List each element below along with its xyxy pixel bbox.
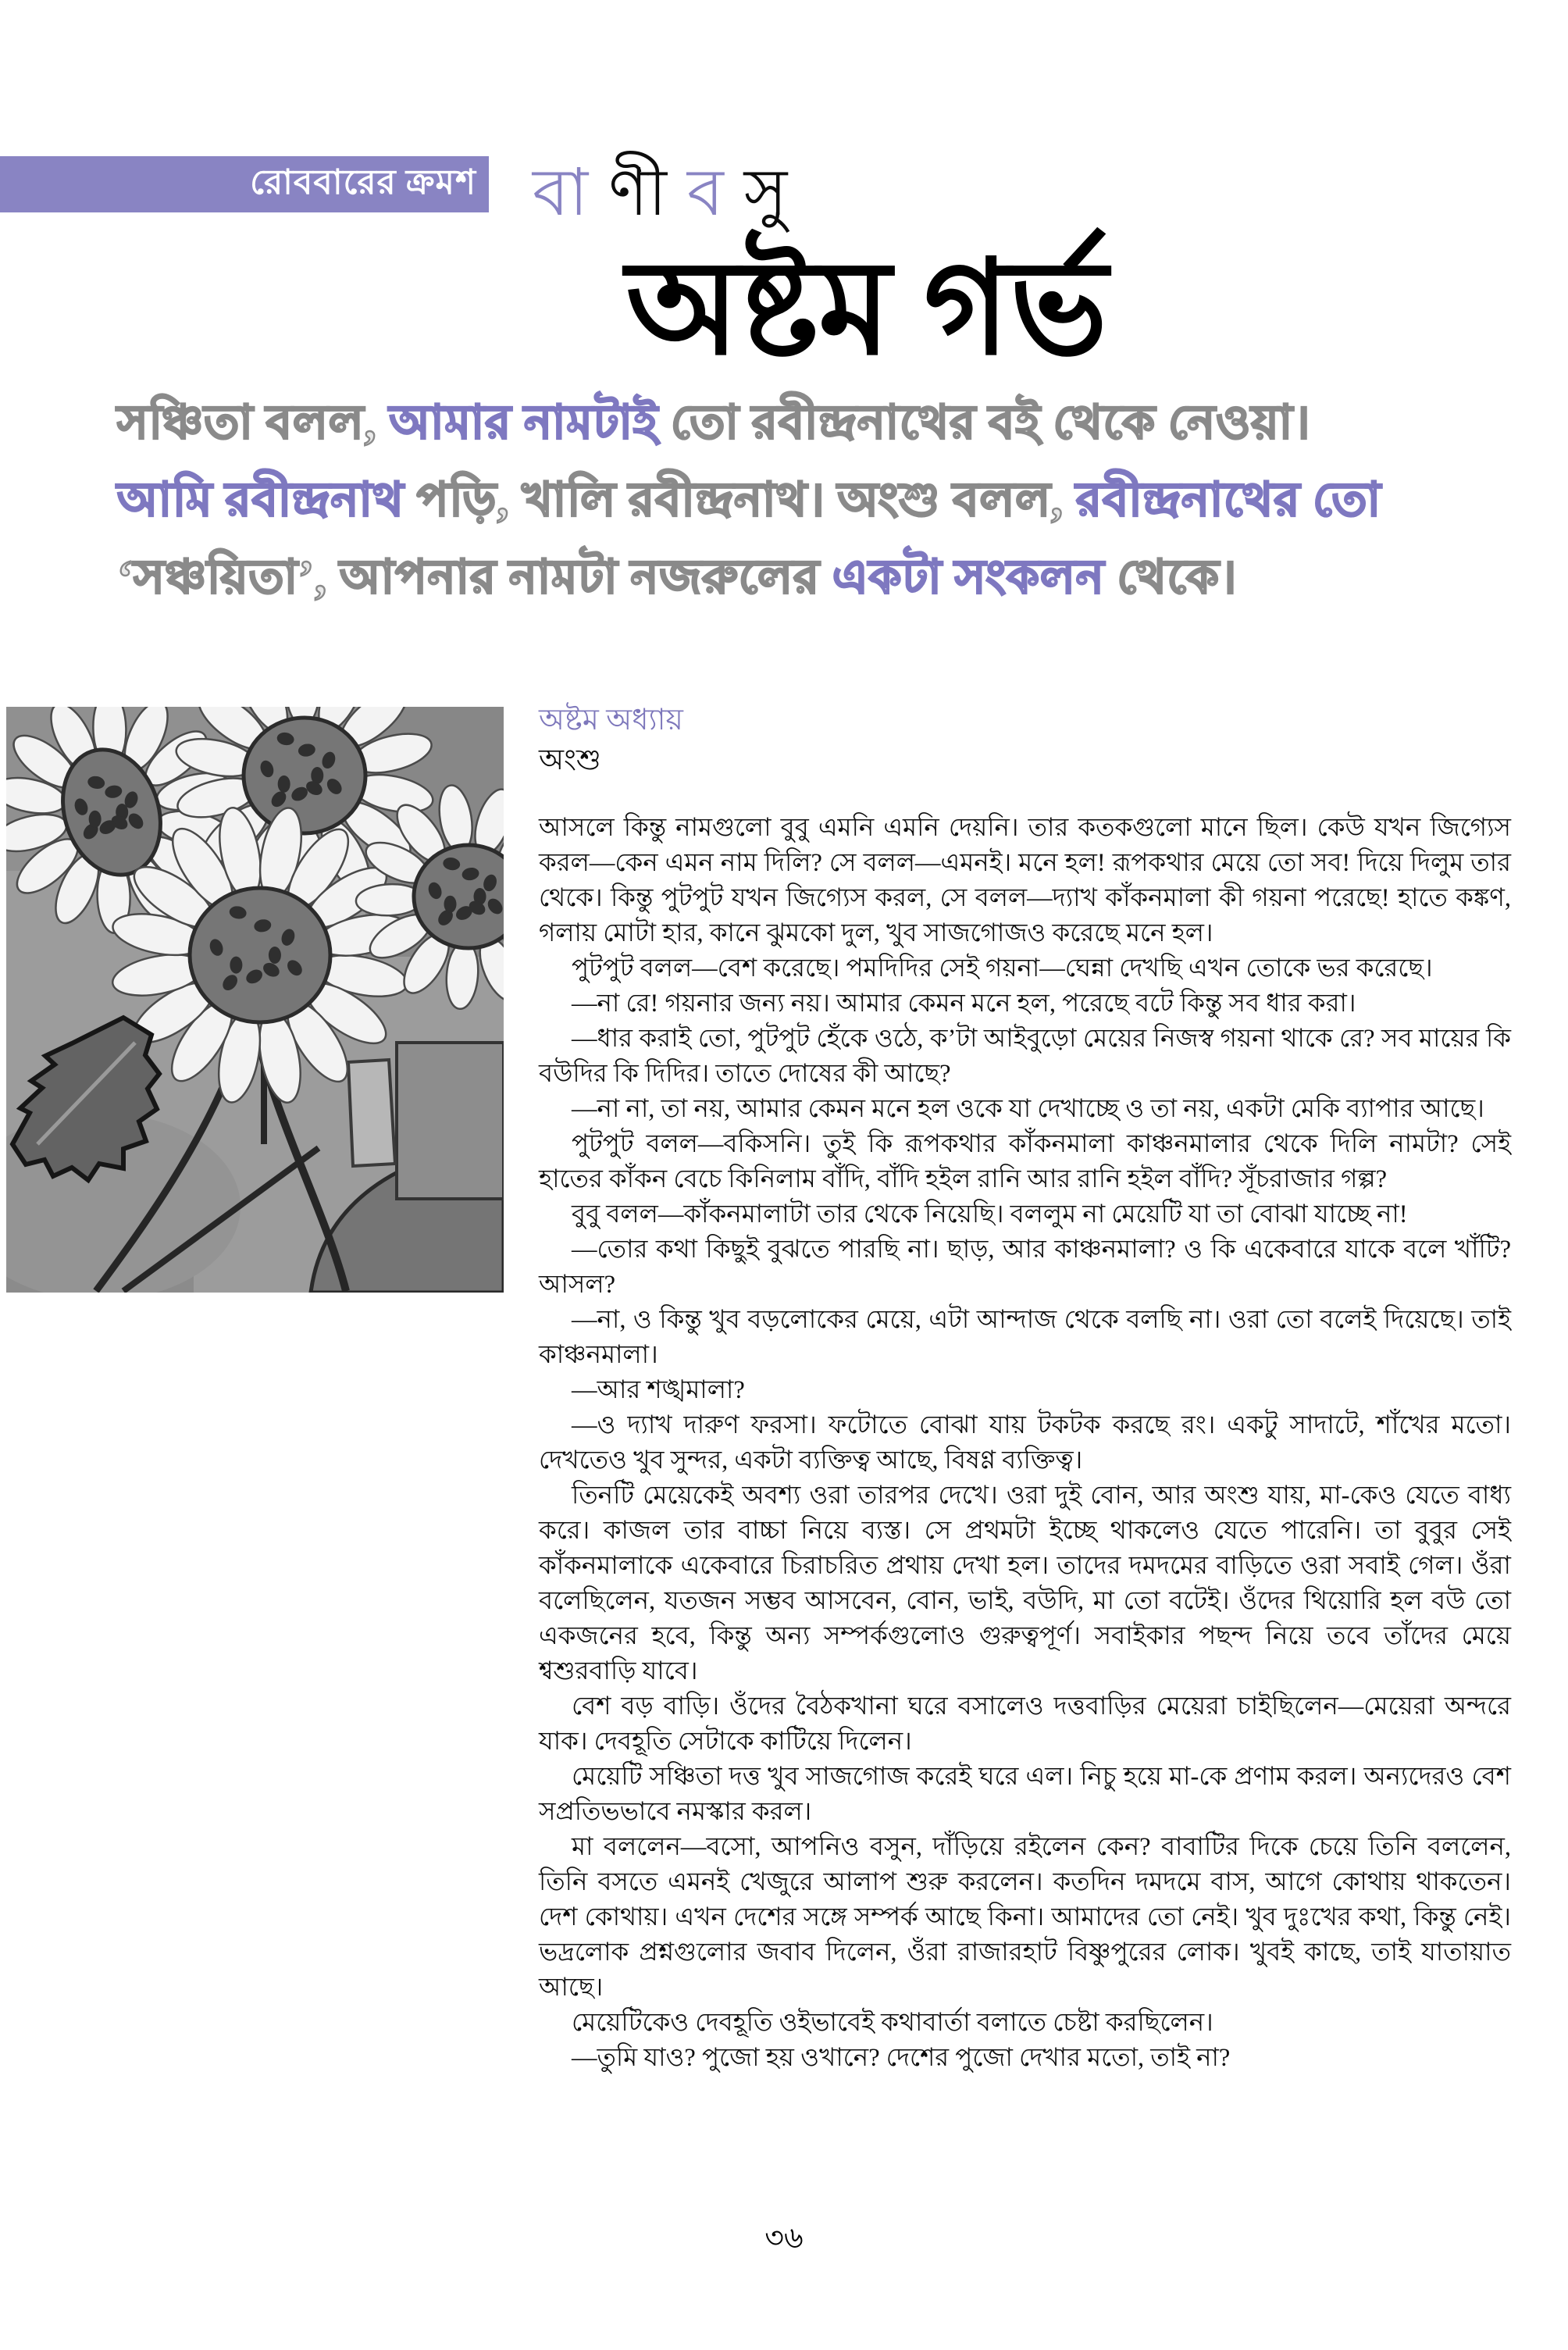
page-number: ৩৬ — [764, 2222, 804, 2255]
sunflower-illustration — [6, 707, 504, 1293]
body-paragraph: —ও দ্যাখ দারুণ ফরসা। ফটোতে বোঝা যায় টকটক করছে রং। একটু সাদাটে, শাঁখের মতো। দেখতেও খুব সুন্দর, একটা ব্যক্তিত্ব আছে, বিষণ্ণ ব্যক্তিত্ব। — [539, 1411, 1511, 1475]
lead-segment: রবীন্দ্রনাথের তো — [1075, 474, 1381, 526]
body-paragraph: —না, ও কিন্তু খুব বড়লোকের মেয়ে, এটা আন্দাজ থেকে বলছি না। ওরা তো বলেই দিয়েছে। তাই কাঞ্চনমালা। — [539, 1306, 1511, 1369]
body-paragraph: তিনটি মেয়েকেই অবশ্য ওরা তারপর দেখে। ওরা দুই বোন, আর অংশু যায়, মা-কেও যেতে বাধ্য করে। কাজল তার বাচ্চা নিয়ে ব্যস্ত। সে প্রথমটা ইচ্ছে থাকলেও যেতে পারেনি। তা বুবুর সেই কাঁকনমালাকে একেবারে চিরাচরিত প্রথায় দেখা হল। তাদের দমদমের বাড়িতে ওরা সবাই গেল। ওঁরা বলেছিলেন, যতজন সম্ভব আসবেন, বোন, ভাই, বউদি, মা তো বটেই। ওঁদের থিয়োরি হল বউ তো একজনের হবে, কিন্তু অন্য সম্পর্কগুলোও গুরুত্বপূর্ণ। সবাইকার পছন্দ নিয়ে তবে তাঁদের মেয়ে শ্বশুরবাড়ি যাবে। — [539, 1482, 1511, 1685]
body-paragraph: বুবু বলল—কাঁকনমালাটা তার থেকে নিয়েছি। বললুম না মেয়েটি যা তা বোঝা যাচ্ছে না! — [572, 1200, 1408, 1228]
body-paragraph: —তোর কথা কিছুই বুঝতে পারছি না। ছাড়, আর কাঞ্চনমালা? ও কি একেবারে যাকে বলে খাঁটি? আসল? — [539, 1236, 1511, 1299]
body-paragraph: —না না, তা নয়, আমার কেমন মনে হল ওকে যা দেখাচ্ছে ও তা নয়, একটা মেকি ব্যাপার আছে। — [572, 1095, 1484, 1123]
body-paragraph: মেয়েটি সঞ্চিতা দত্ত খুব সাজগোজ করেই ঘরে এল। নিচু হয়ে মা-কে প্রণাম করল। অন্যদেরও বেশ সপ্রতিভভাবে নমস্কার করল। — [539, 1763, 1511, 1826]
lead-segment: আমি রবীন্দ্রনাথ — [117, 474, 404, 526]
lead-line — [117, 462, 1480, 539]
body-text — [539, 811, 1511, 2076]
body-paragraph: পুটপুট বলল—বেশ করেছে। পমদিদির সেই গয়না—ঘেন্না দেখছি এখন তোকে ভর করেছে। — [572, 954, 1433, 982]
lead-segment: তো রবীন্দ্রনাথের বই থেকে নেওয়া। — [658, 397, 1311, 448]
body-paragraph: আসলে কিন্তু নামগুলো বুবু এমনি এমনি দেয়নি। তার কতকগুলো মানে ছিল। কেউ যখন জিগ্যেস করল—কেন এমন নাম দিলি? সে বলল—এমনই। মনে হল! রূপকথার মেয়ে তো সব! দিয়ে দিলুম তার থেকে। কিন্তু পুটপুট যখন জিগ্যেস করল, সে বলল—দ্যাখ কাঁকনমালা কী গয়না পরেছে! হাতে কঙ্কণ, গলায় মোটা হার, কানে ঝুমকো দুল, খুব সাজগোজও করেছে মনে হল। — [539, 814, 1511, 947]
lead-segment: সঞ্চিতা বলল, — [117, 397, 390, 448]
body-paragraph: বেশ বড় বাড়ি। ওঁদের বৈঠকখানা ঘরে বসালেও দত্তবাড়ির মেয়েরা চাইছিলেন—মেয়েরা অন্দরে যাক। দেবহূতি সেটাকে কাটিয়ে দিলেন। — [539, 1692, 1511, 1756]
author-letter: ণী — [608, 157, 667, 230]
page-title: অষ্টম গর্ভ — [625, 237, 1108, 382]
character-name: অংশু — [539, 744, 601, 776]
chapter-heading: অষ্টম অধ্যায় — [539, 704, 683, 736]
series-banner-label: রোববারের ক্রমশ — [250, 162, 476, 201]
body-paragraph: পুটপুট বলল—বকিসনি। তুই কি রূপকথার কাঁকনমালা কাঞ্চনমালার থেকে দিলি নামটা? সেই হাতের কাঁকন বেচে কিনিলাম বাঁদি, বাঁদি হইল রানি আর রানি হইল বাঁদি? সূঁচরাজার গল্প? — [539, 1130, 1511, 1193]
lead-segment: একটা সংকলন — [832, 551, 1105, 603]
series-banner — [0, 156, 489, 212]
lead-segment: থেকে। — [1104, 551, 1238, 603]
author-letter: সু — [743, 157, 788, 230]
author-letter: বা — [533, 157, 589, 230]
lead-line — [117, 539, 1480, 616]
body-paragraph: মা বললেন—বসো, আপনিও বসুন, দাঁড়িয়ে রইলেন কেন? বাবাটির দিকে চেয়ে তিনি বললেন, তিনি বসতে এমনই খেজুরে আলাপ শুরু করলেন। কতদিন দমদমে বাস, আগে কোথায় থাকতেন। দেশ কোথায়। এখন দেশের সঙ্গে সম্পর্ক আছে কিনা। আমাদের তো নেই। খুব দুঃখের কথা, কিন্তু নেই। ভদ্রলোক প্রশ্নগুলোর জবাব দিলেন, ওঁরা রাজারহাট বিষ্ণুপুরের লোক। খুবই কাছে, তাই যাতায়াত আছে। — [539, 1833, 1511, 2002]
lead-segment: আমার নামটাই — [389, 397, 659, 448]
lead-segment: পড়ি, খালি রবীন্দ্রনাথ। অংশু বলল, — [404, 474, 1076, 526]
body-paragraph: মেয়েটিকেও দেবহূতি ওইভাবেই কথাবার্তা বলাতে চেষ্টা করছিলেন। — [572, 2009, 1213, 2037]
body-paragraph: —ধার করাই তো, পুটপুট হেঁকে ওঠে, ক’টা আইবুড়ো মেয়ের নিজস্ব গয়না থাকে রে? সব মায়ের কি বউদির কি দিদির। তাতে দোষের কী আছে? — [539, 1025, 1511, 1088]
lead-line — [117, 384, 1480, 462]
lead-segment: ‘সঞ্চয়িতা’, আপনার নামটা নজরুলের — [117, 551, 832, 603]
body-paragraph: —না রে! গয়নার জন্য নয়। আমার কেমন মনে হল, পরেছে বটে কিন্তু সব ধার করা। — [572, 990, 1356, 1018]
author-name — [533, 155, 787, 241]
body-paragraph: —আর শঙ্খমালা? — [572, 1376, 745, 1404]
body-paragraph: —তুমি যাও? পুজো হয় ওখানে? দেশের পুজো দেখার মতো, তাই না? — [572, 2044, 1231, 2072]
author-letter: ব — [686, 157, 724, 230]
lead-paragraph — [117, 384, 1480, 616]
